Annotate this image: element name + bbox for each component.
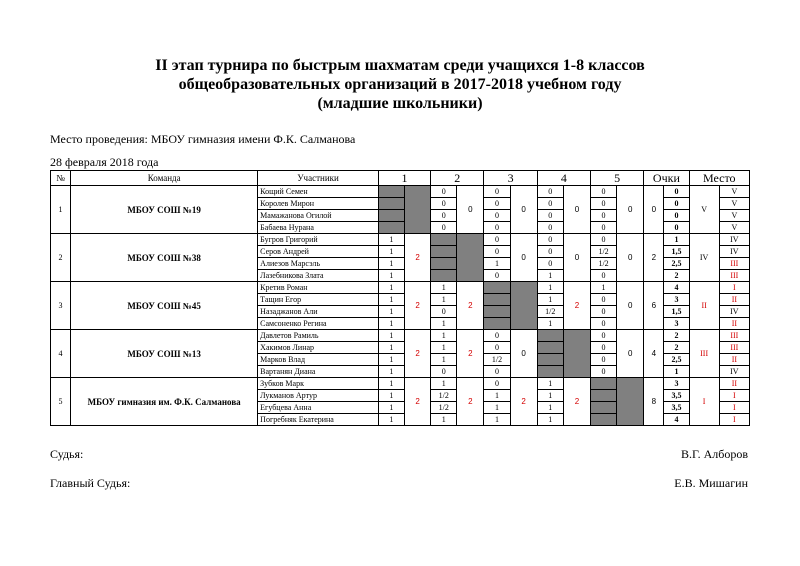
game-result-cell: 1/2 xyxy=(590,246,616,258)
player-place: III xyxy=(719,342,749,354)
player-name: Хакимов Линар xyxy=(258,342,379,354)
match-score: 2 xyxy=(457,282,484,330)
game-result-cell: 1 xyxy=(484,414,510,426)
game-result-cell: 1 xyxy=(378,294,404,306)
player-points: 3 xyxy=(664,294,689,306)
match-score: 0 xyxy=(510,186,537,234)
results-body xyxy=(51,186,750,426)
player-name: Серов Андрей xyxy=(258,246,379,258)
player-name: Давлетов Рамиль xyxy=(258,330,379,342)
game-result-cell: 0 xyxy=(537,210,563,222)
header-points: Очки xyxy=(644,171,689,186)
game-result-cell: 0 xyxy=(590,234,616,246)
match-score: 2 xyxy=(405,282,431,330)
player-name: Мамажанова Огилой xyxy=(258,210,379,222)
player-name: Вартанян Диана xyxy=(258,366,379,378)
player-points: 1,5 xyxy=(664,246,689,258)
self-play-cell xyxy=(431,234,457,246)
player-place: III xyxy=(719,270,749,282)
results-table xyxy=(50,170,750,426)
self-play-cell xyxy=(617,378,644,426)
game-result-cell: 0 xyxy=(431,366,457,378)
game-result-cell: 0 xyxy=(590,210,616,222)
player-place: IV xyxy=(719,366,749,378)
game-result-cell: 1 xyxy=(378,330,404,342)
team-number: 1 xyxy=(51,186,71,234)
player-name: Бабаева Нурана xyxy=(258,222,379,234)
game-result-cell: 1 xyxy=(537,294,563,306)
self-play-cell xyxy=(378,222,404,234)
game-result-cell: 1 xyxy=(431,342,457,354)
game-result-cell: 1 xyxy=(484,258,510,270)
game-result-cell: 0 xyxy=(590,318,616,330)
match-score: 2 xyxy=(563,282,590,330)
match-score: 0 xyxy=(510,234,537,282)
game-result-cell: 0 xyxy=(590,294,616,306)
judge-name: В.Г. Алборов xyxy=(680,447,748,461)
player-place: I xyxy=(719,414,749,426)
game-result-cell: 1 xyxy=(378,354,404,366)
game-result-cell: 0 xyxy=(590,330,616,342)
match-score: 2 xyxy=(405,330,431,378)
game-result-cell: 1 xyxy=(431,282,457,294)
game-result-cell: 0 xyxy=(537,222,563,234)
player-points: 4 xyxy=(664,282,689,294)
self-play-cell xyxy=(537,330,563,342)
player-points: 3 xyxy=(664,378,689,390)
player-place: II xyxy=(719,378,749,390)
game-result-cell: 1 xyxy=(378,390,404,402)
header-round-5: 5 xyxy=(590,171,643,186)
match-score: 0 xyxy=(457,186,484,234)
self-play-cell xyxy=(484,282,510,294)
game-result-cell: 1/2 xyxy=(431,402,457,414)
table-row xyxy=(51,186,750,198)
game-result-cell: 0 xyxy=(431,222,457,234)
player-points: 3,5 xyxy=(664,390,689,402)
game-result-cell: 1 xyxy=(378,306,404,318)
game-result-cell: 0 xyxy=(590,186,616,198)
team-points: 4 xyxy=(644,330,664,378)
game-result-cell: 1 xyxy=(484,402,510,414)
player-name: Лазебникова Злата xyxy=(258,270,379,282)
player-name: Марков Влад xyxy=(258,354,379,366)
team-points: 6 xyxy=(644,282,664,330)
game-result-cell: 1 xyxy=(431,378,457,390)
game-result-cell: 0 xyxy=(590,222,616,234)
team-place: V xyxy=(689,186,719,234)
game-result-cell: 0 xyxy=(484,366,510,378)
chief-judge-label: Главный Судья: xyxy=(50,476,131,490)
player-place: II xyxy=(719,294,749,306)
player-points: 2 xyxy=(664,330,689,342)
game-result-cell: 1 xyxy=(537,270,563,282)
match-score: 0 xyxy=(563,186,590,234)
game-result-cell: 1 xyxy=(537,282,563,294)
self-play-cell xyxy=(537,366,563,378)
team-place: III xyxy=(689,330,719,378)
team-name: МБОУ СОШ №19 xyxy=(71,186,258,234)
team-points: 8 xyxy=(644,378,664,426)
title-line-1: II этап турнира по быстрым шахматам среди учащихся 1-8 классов xyxy=(155,57,645,74)
player-place: V xyxy=(719,186,749,198)
self-play-cell xyxy=(510,282,537,330)
game-result-cell: 0 xyxy=(590,198,616,210)
table-row xyxy=(51,330,750,342)
player-points: 1 xyxy=(664,366,689,378)
player-place: II xyxy=(719,318,749,330)
game-result-cell: 1 xyxy=(537,318,563,330)
game-result-cell: 0 xyxy=(484,270,510,282)
player-points: 0 xyxy=(664,210,689,222)
player-name: Бугров Григорий xyxy=(258,234,379,246)
team-points: 2 xyxy=(644,234,664,282)
player-points: 2 xyxy=(664,342,689,354)
team-name: МБОУ СОШ №38 xyxy=(71,234,258,282)
title-line-2: общеобразовательных организаций в 2017-2018 учебном году xyxy=(178,76,622,93)
team-number: 5 xyxy=(51,378,71,426)
player-points: 3,5 xyxy=(664,402,689,414)
game-result-cell: 1 xyxy=(378,342,404,354)
player-points: 2,5 xyxy=(664,258,689,270)
game-result-cell: 1 xyxy=(378,282,404,294)
venue-text: Место проведения: МБОУ гимназия имени Ф.К. Салманова xyxy=(50,132,356,146)
table-row xyxy=(51,378,750,390)
player-points: 2,5 xyxy=(664,354,689,366)
game-result-cell: 0 xyxy=(484,222,510,234)
header-round-4: 4 xyxy=(537,171,590,186)
player-name: Тащин Егор xyxy=(258,294,379,306)
game-result-cell: 0 xyxy=(537,186,563,198)
game-result-cell: 0 xyxy=(537,234,563,246)
self-play-cell xyxy=(378,210,404,222)
game-result-cell: 0 xyxy=(590,354,616,366)
match-score: 2 xyxy=(405,378,431,426)
player-points: 0 xyxy=(664,222,689,234)
game-result-cell: 1/2 xyxy=(590,258,616,270)
player-name: Самсоненко Регина xyxy=(258,318,379,330)
game-result-cell: 1 xyxy=(431,354,457,366)
self-play-cell xyxy=(484,294,510,306)
self-play-cell xyxy=(484,306,510,318)
team-name: МБОУ СОШ №45 xyxy=(71,282,258,330)
player-place: I xyxy=(719,282,749,294)
team-name: МБОУ гимназия им. Ф.К. Салманова xyxy=(71,378,258,426)
player-points: 4 xyxy=(664,414,689,426)
self-play-cell xyxy=(431,258,457,270)
player-place: I xyxy=(719,402,749,414)
player-name: Назаджанов Али xyxy=(258,306,379,318)
match-score: 0 xyxy=(617,234,644,282)
self-play-cell xyxy=(431,246,457,258)
match-score: 2 xyxy=(457,330,484,378)
game-result-cell: 1 xyxy=(431,294,457,306)
team-place: I xyxy=(689,378,719,426)
team-place: IV xyxy=(689,234,719,282)
player-name: Егубцева Анна xyxy=(258,402,379,414)
game-result-cell: 1 xyxy=(431,414,457,426)
game-result-cell: 1 xyxy=(537,390,563,402)
judge-label: Судья: xyxy=(50,447,84,461)
game-result-cell: 1/2 xyxy=(484,354,510,366)
table-row xyxy=(51,282,750,294)
header-team: Команда xyxy=(71,171,258,186)
player-place: IV xyxy=(719,234,749,246)
player-name: Кощий Семен xyxy=(258,186,379,198)
game-result-cell: 1 xyxy=(378,402,404,414)
self-play-cell xyxy=(563,330,590,378)
team-points: 0 xyxy=(644,186,664,234)
self-play-cell xyxy=(378,198,404,210)
match-score: 2 xyxy=(563,378,590,426)
header-round-3: 3 xyxy=(484,171,537,186)
game-result-cell: 0 xyxy=(484,234,510,246)
game-result-cell: 0 xyxy=(431,210,457,222)
self-play-cell xyxy=(590,402,616,414)
self-play-cell xyxy=(590,414,616,426)
self-play-cell xyxy=(590,378,616,390)
game-result-cell: 0 xyxy=(590,342,616,354)
match-score: 0 xyxy=(617,282,644,330)
player-place: I xyxy=(719,390,749,402)
player-place: V xyxy=(719,210,749,222)
game-result-cell: 0 xyxy=(484,246,510,258)
self-play-cell xyxy=(590,390,616,402)
player-name: Алиезов Марсэль xyxy=(258,258,379,270)
match-score: 0 xyxy=(563,234,590,282)
player-name: Погребняк Екатерина xyxy=(258,414,379,426)
game-result-cell: 0 xyxy=(484,342,510,354)
game-result-cell: 0 xyxy=(590,270,616,282)
game-result-cell: 1 xyxy=(378,258,404,270)
game-result-cell: 1 xyxy=(431,330,457,342)
player-place: III xyxy=(719,330,749,342)
game-result-cell: 1 xyxy=(378,366,404,378)
game-result-cell: 0 xyxy=(537,258,563,270)
match-score: 2 xyxy=(510,378,537,426)
player-name: Королев Мирон xyxy=(258,198,379,210)
game-result-cell: 0 xyxy=(484,186,510,198)
player-place: IV xyxy=(719,246,749,258)
game-result-cell: 0 xyxy=(484,378,510,390)
game-result-cell: 1 xyxy=(537,378,563,390)
game-result-cell: 1 xyxy=(484,390,510,402)
self-play-cell xyxy=(537,342,563,354)
game-result-cell: 1/2 xyxy=(537,306,563,318)
game-result-cell: 0 xyxy=(484,210,510,222)
player-points: 1,5 xyxy=(664,306,689,318)
player-place: V xyxy=(719,198,749,210)
game-result-cell: 0 xyxy=(590,366,616,378)
match-score: 0 xyxy=(510,330,537,378)
game-result-cell: 1 xyxy=(378,414,404,426)
game-result-cell: 0 xyxy=(537,246,563,258)
player-place: III xyxy=(719,258,749,270)
header-round-2: 2 xyxy=(431,171,484,186)
self-play-cell xyxy=(431,270,457,282)
table-row xyxy=(51,234,750,246)
team-place: II xyxy=(689,282,719,330)
team-number: 2 xyxy=(51,234,71,282)
player-points: 2 xyxy=(664,270,689,282)
player-points: 1 xyxy=(664,234,689,246)
page-title xyxy=(0,56,800,113)
game-result-cell: 1 xyxy=(537,414,563,426)
self-play-cell xyxy=(378,186,404,198)
game-result-cell: 0 xyxy=(431,186,457,198)
header-round-1: 1 xyxy=(378,171,430,186)
team-name: МБОУ СОШ №13 xyxy=(71,330,258,378)
team-number: 4 xyxy=(51,330,71,378)
match-score: 2 xyxy=(457,378,484,426)
table-header-row xyxy=(51,171,750,186)
player-points: 3 xyxy=(664,318,689,330)
self-play-cell xyxy=(537,354,563,366)
player-name: Кретив Роман xyxy=(258,282,379,294)
game-result-cell: 0 xyxy=(590,306,616,318)
game-result-cell: 1 xyxy=(378,234,404,246)
game-result-cell: 1 xyxy=(378,270,404,282)
game-result-cell: 1/2 xyxy=(431,390,457,402)
match-score: 0 xyxy=(617,186,644,234)
game-result-cell: 0 xyxy=(431,198,457,210)
player-name: Зубков Марк xyxy=(258,378,379,390)
self-play-cell xyxy=(457,234,484,282)
player-place: II xyxy=(719,354,749,366)
header-players: Участники xyxy=(258,171,379,186)
player-place: V xyxy=(719,222,749,234)
match-score: 0 xyxy=(617,330,644,378)
header-num: № xyxy=(51,171,71,186)
game-result-cell: 0 xyxy=(431,306,457,318)
header-place: Место xyxy=(689,171,749,186)
team-number: 3 xyxy=(51,282,71,330)
player-name: Лукманов Артур xyxy=(258,390,379,402)
chief-judge-name: Е.В. Мишагин xyxy=(674,476,748,490)
game-result-cell: 0 xyxy=(537,198,563,210)
player-points: 0 xyxy=(664,198,689,210)
player-place: IV xyxy=(719,306,749,318)
game-result-cell: 1 xyxy=(378,246,404,258)
game-result-cell: 1 xyxy=(537,402,563,414)
title-line-3: (младшие школьники) xyxy=(317,95,483,112)
game-result-cell: 0 xyxy=(484,198,510,210)
match-score: 2 xyxy=(405,234,431,282)
player-points: 0 xyxy=(664,186,689,198)
self-play-cell xyxy=(484,318,510,330)
date-text: 28 февраля 2018 года xyxy=(50,155,159,169)
game-result-cell: 1 xyxy=(590,282,616,294)
game-result-cell: 1 xyxy=(378,378,404,390)
self-play-cell xyxy=(405,186,431,234)
game-result-cell: 1 xyxy=(431,318,457,330)
game-result-cell: 0 xyxy=(484,330,510,342)
game-result-cell: 1 xyxy=(378,318,404,330)
